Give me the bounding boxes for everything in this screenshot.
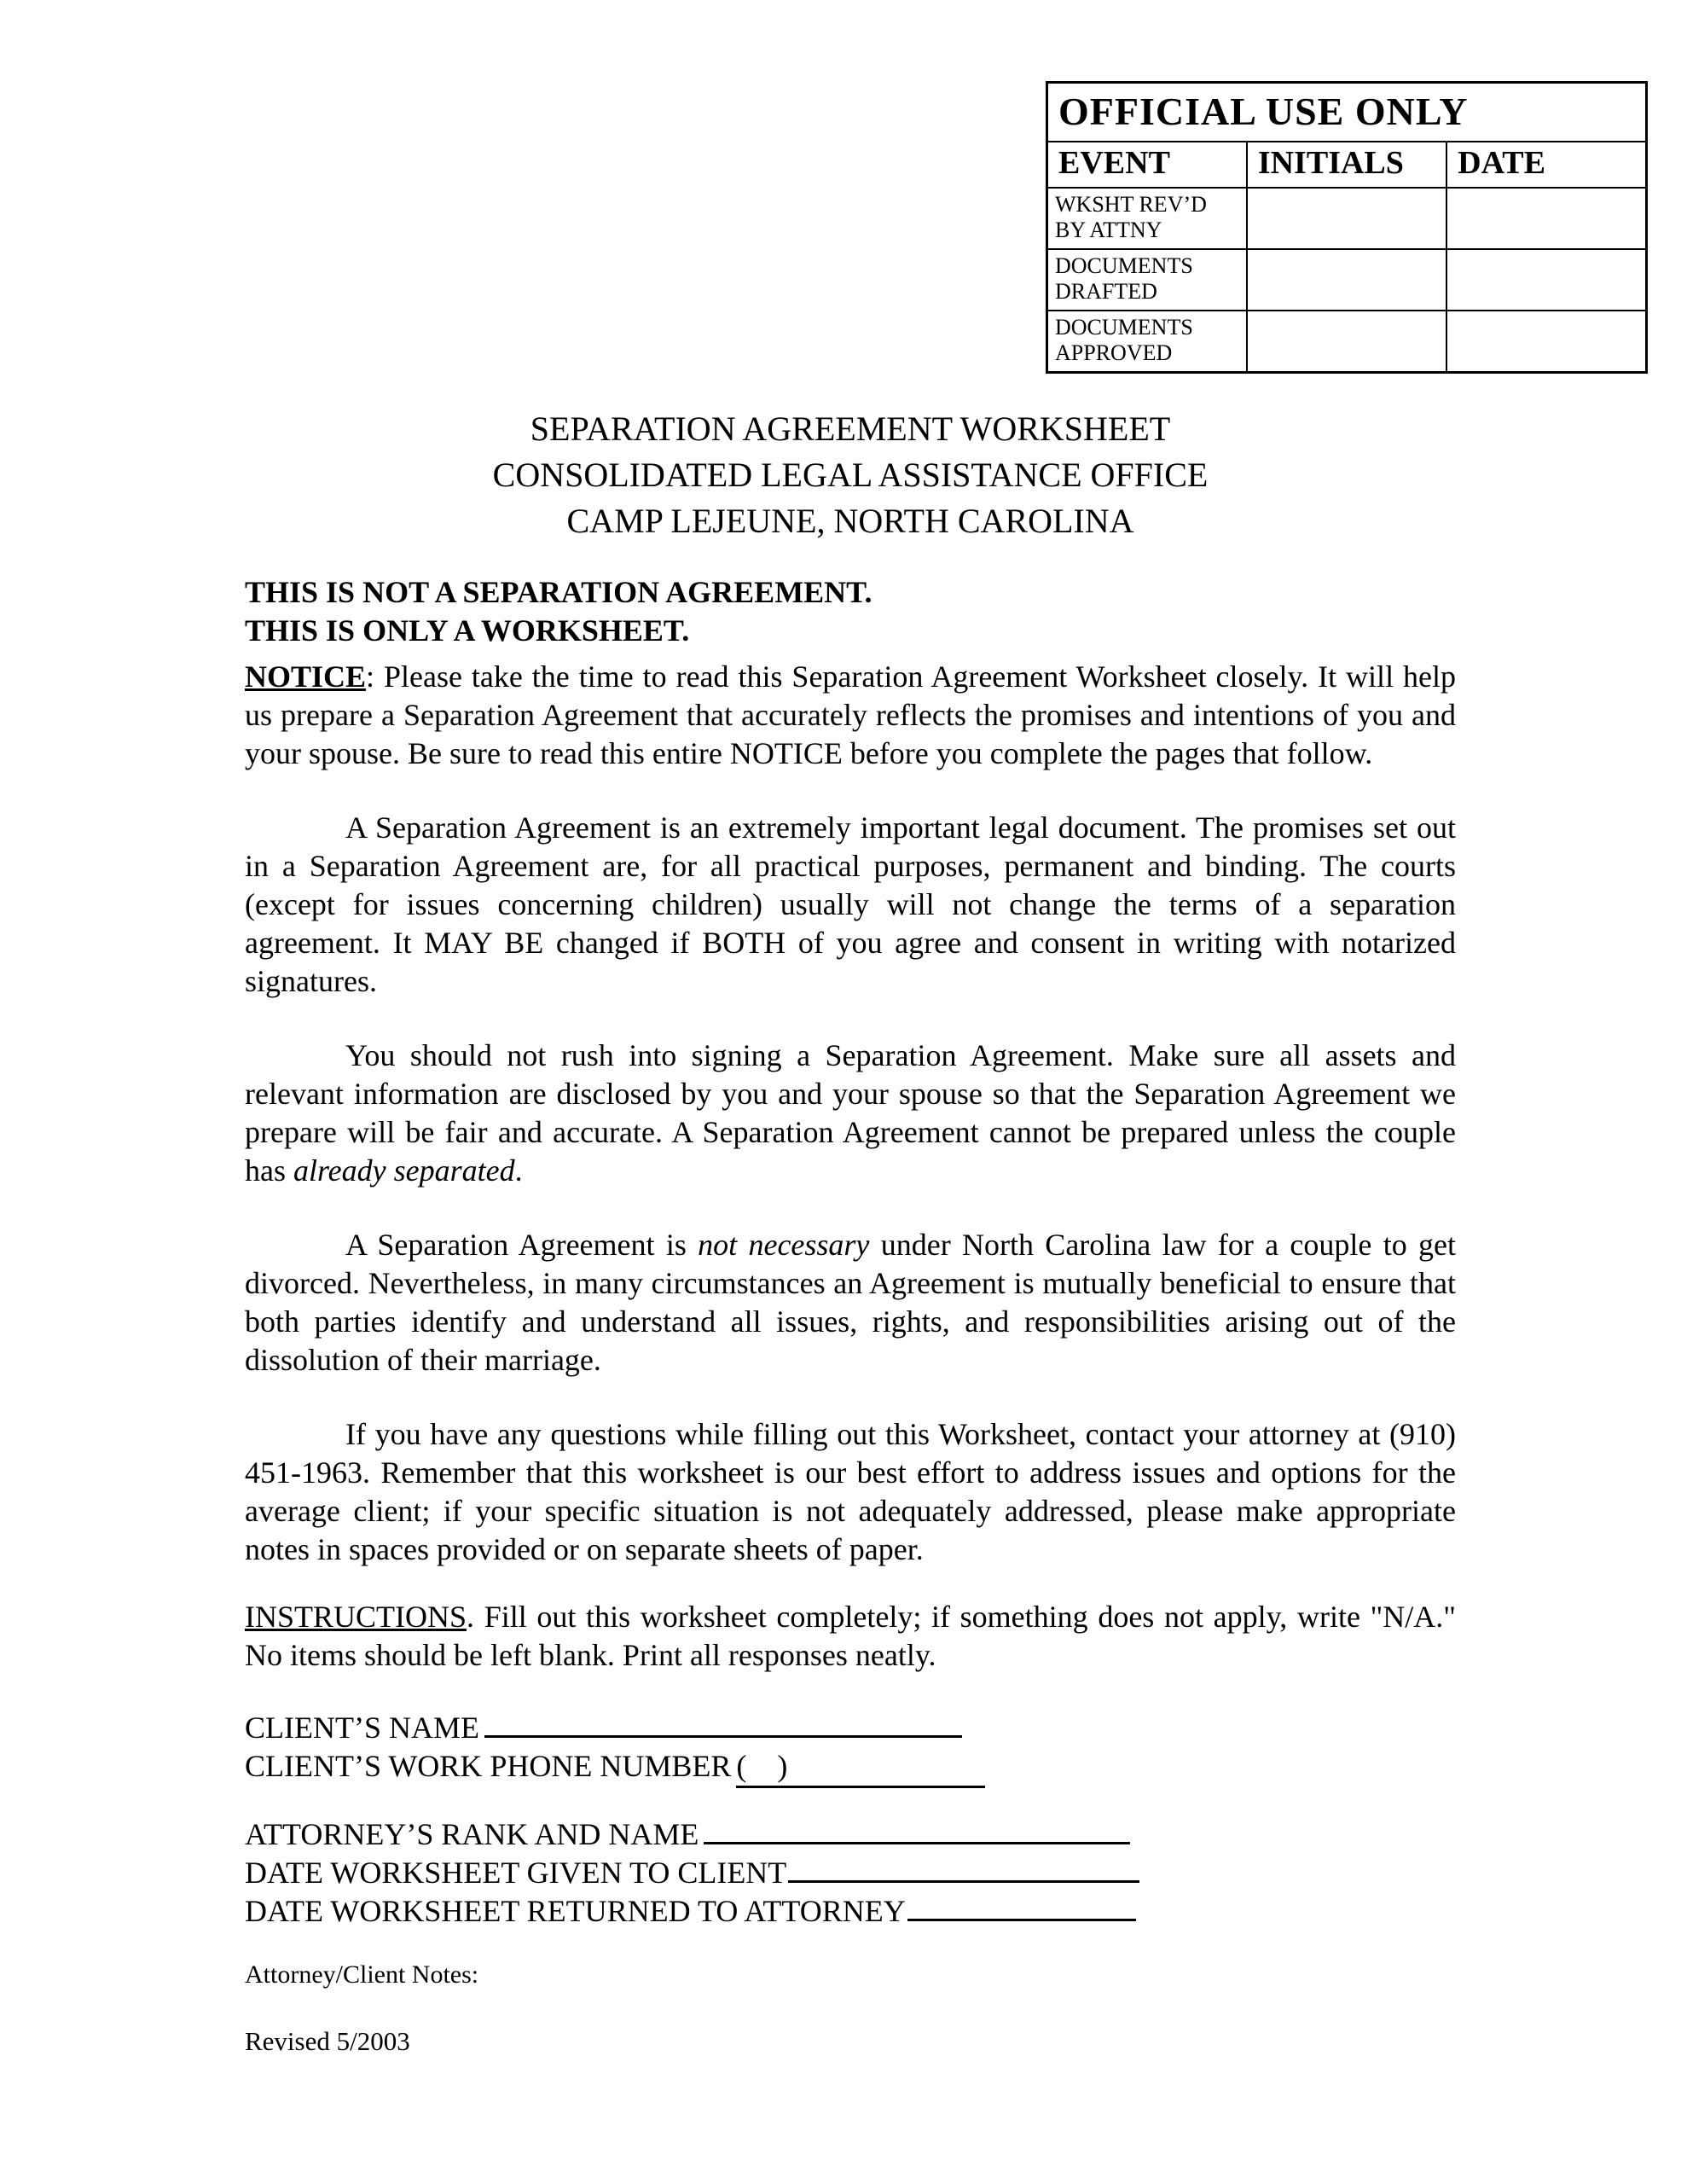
official-use-title: OFFICIAL USE ONLY: [1047, 83, 1647, 142]
official-use-table: [1046, 81, 1648, 374]
paragraph-text: A Separation Agreement is: [345, 1228, 699, 1262]
client-phone-blank-line: ( ): [736, 1747, 985, 1788]
notice-paragraph: [245, 658, 1456, 773]
instructions-body: . Fill out this worksheet completely; if something does not apply, write "N/A." No items should be left blank. Print all responses neatly.: [245, 1600, 1456, 1672]
event-label-line1: WKSHT REV’D: [1055, 192, 1207, 217]
attorney-rank-label: ATTORNEY’S RANK AND NAME: [245, 1817, 699, 1851]
column-header-initials: INITIALS: [1247, 142, 1446, 188]
paragraph-questions-contact: If you have any questions while filling out this Worksheet, contact your attorney at (910) 451-1963. Remember that this worksheet is our best effort to address issues and options for the average client; if your specific situation is not adequately addressed, please make appropriate notes in spaces provided or on separate sheets of paper.: [245, 1417, 1456, 1566]
event-label-line2: BY ATTNY: [1055, 218, 1162, 242]
column-header-date: DATE: [1446, 142, 1646, 188]
client-phone-label: CLIENT’S WORK PHONE NUMBER: [245, 1749, 732, 1783]
initials-cell-blank: [1247, 188, 1446, 249]
date-given-field: [245, 1854, 1456, 1892]
date-returned-label: DATE WORKSHEET RETURNED TO ATTORNEY: [245, 1894, 906, 1928]
event-label-line2: APPROVED: [1055, 340, 1173, 365]
warning-line-2: THIS IS ONLY A WORKSHEET.: [245, 613, 690, 648]
title-line-3: CAMP LEJEUNE, NORTH CAROLINA: [566, 502, 1134, 540]
paragraph-italic-text: already separated: [293, 1153, 515, 1188]
paragraph-text: under North Carolina law for a couple to get divorced. Nevertheless, in many circumstances an Agreement is mutually beneficial to ensure that both parties identify and understand all issues, rights, and responsibilities arising out of the dissolution of their marriage.: [245, 1228, 1456, 1377]
date-cell-blank: [1446, 311, 1646, 373]
event-label-line1: DOCUMENTS: [1055, 253, 1193, 278]
official-use-title-row: [1047, 83, 1647, 142]
date-given-label: DATE WORKSHEET GIVEN TO CLIENT: [245, 1856, 787, 1890]
page-title: [245, 406, 1456, 544]
date-returned-field: [245, 1892, 1456, 1931]
date-given-blank-line: [788, 1880, 1139, 1883]
title-line-1: SEPARATION AGREEMENT WORKSHEET: [530, 410, 1171, 448]
attorney-rank-field: [245, 1815, 1456, 1854]
initials-cell-blank: [1247, 311, 1446, 373]
paragraph-text: You should not rush into signing a Separation Agreement. Make sure all assets and relevant information are disclosed by you and your spouse so that the Separation Agreement we prepare will be fair and accurate. A Separation Agreement cannot be prepared unless the couple has: [245, 1038, 1456, 1188]
client-fields: [245, 1709, 1456, 1788]
event-label-line2: DRAFTED: [1055, 279, 1157, 304]
instructions-paragraph: [245, 1598, 1456, 1675]
attorney-rank-blank-line: [704, 1842, 1130, 1844]
client-name-field: [245, 1709, 1456, 1747]
revision-date: Revised 5/2003: [245, 2026, 410, 2056]
date-cell-blank: [1446, 249, 1646, 311]
notice-label: NOTICE: [245, 659, 367, 694]
event-label-line1: DOCUMENTS: [1055, 315, 1193, 340]
initials-cell-blank: [1247, 249, 1446, 311]
title-line-2: CONSOLIDATED LEGAL ASSISTANCE OFFICE: [492, 456, 1209, 494]
client-phone-field: [245, 1747, 1456, 1788]
paragraph-not-necessary: [245, 1226, 1456, 1380]
date-cell-blank: [1446, 188, 1646, 249]
client-name-blank-line: [484, 1735, 962, 1738]
date-returned-blank-line: [907, 1919, 1136, 1921]
notice-body: : Please take the time to read this Separation Agreement Worksheet closely. It will help us prepare a Separation Agreement that accurately reflects the promises and intentions of you and your spouse. Be sure to read this entire NOTICE before you complete the pages that follow.: [245, 659, 1456, 770]
client-name-label: CLIENT’S NAME: [245, 1711, 479, 1745]
instructions-label: INSTRUCTIONS: [245, 1600, 467, 1634]
table-row-documents-approved: [1047, 311, 1647, 373]
event-cell: [1047, 249, 1247, 311]
attorney-client-notes-label: Attorney/Client Notes:: [245, 1960, 479, 1989]
attorney-fields: [245, 1815, 1456, 1931]
paragraph-do-not-rush: [245, 1037, 1456, 1190]
paragraph-italic-text: not necessary: [698, 1228, 870, 1262]
paragraph-important-legal-document: A Separation Agreement is an extremely important legal document. The promises set out in a Separation Agreement are, for all practical purposes, permanent and binding. The courts (except for issues concerning children) usually will not change the terms of a separation agreement. It MAY BE changed if BOTH of you agree and consent in writing with notarized signatures.: [245, 810, 1456, 998]
document-body: [245, 573, 1456, 2059]
table-row-wksht-revd: [1047, 188, 1647, 249]
paragraph-text: .: [514, 1153, 523, 1188]
column-header-event: EVENT: [1047, 142, 1247, 188]
warning-line-1: THIS IS NOT A SEPARATION AGREEMENT.: [245, 575, 872, 609]
event-cell: [1047, 188, 1247, 249]
table-row-documents-drafted: [1047, 249, 1647, 311]
event-cell: [1047, 311, 1247, 373]
official-use-header-row: [1047, 142, 1647, 188]
